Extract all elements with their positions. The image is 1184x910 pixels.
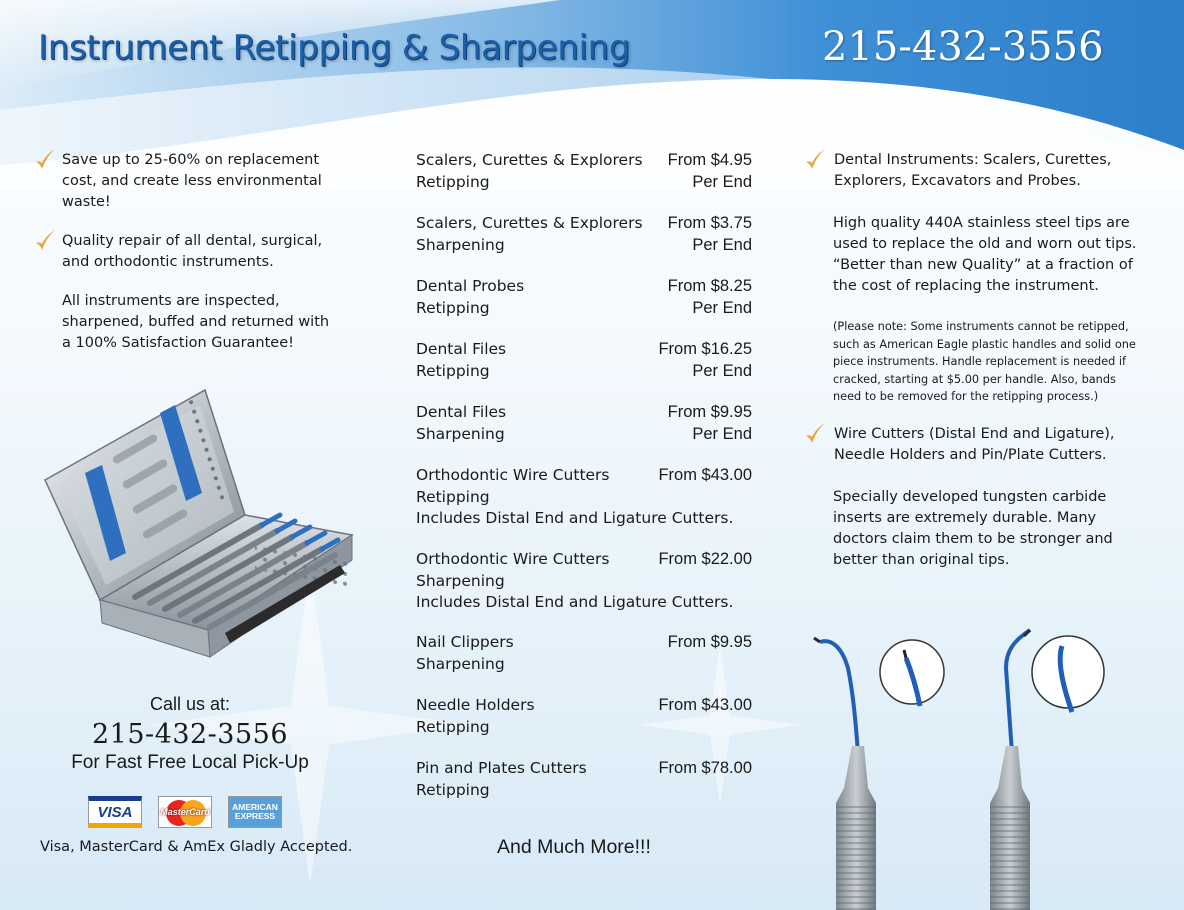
call-us-block bbox=[40, 694, 340, 774]
checkmark-icon bbox=[34, 148, 56, 172]
tips-description: High quality 440A stainless steel tips are used to replace the old and worn out tips. “Better than new Quality” at a fraction of the cost of replacing the instrument. bbox=[833, 215, 1137, 294]
left-column bbox=[34, 150, 334, 354]
pickup-text: For Fast Free Local Pick-Up bbox=[71, 752, 309, 773]
service-price: From $22.00 bbox=[658, 550, 752, 568]
service-type: Retipping bbox=[416, 780, 490, 799]
price-unit: Per End bbox=[692, 298, 752, 317]
category-text: Dental Instruments: Scalers, Curettes, Explorers, Excavators and Probes. bbox=[834, 152, 1112, 189]
service-name: Orthodontic Wire Cutters bbox=[416, 466, 610, 484]
checkmark-icon bbox=[34, 229, 56, 253]
price-item bbox=[416, 632, 752, 675]
service-price: From $9.95 bbox=[667, 633, 752, 651]
service-name: Scalers, Curettes & Explorers bbox=[416, 214, 643, 232]
service-type: Sharpening bbox=[416, 654, 505, 673]
payment-note: Visa, MasterCard & AmEx Gladly Accepted. bbox=[40, 839, 353, 855]
price-item bbox=[416, 549, 752, 614]
service-detail: Includes Distal End and Ligature Cutters. bbox=[416, 593, 734, 611]
price-unit: Per End bbox=[692, 361, 752, 380]
service-type: Retipping bbox=[416, 361, 490, 380]
service-price: From $4.95 bbox=[667, 151, 752, 169]
service-name: Pin and Plates Cutters bbox=[416, 759, 587, 777]
service-detail: Includes Distal End and Ligature Cutters. bbox=[416, 509, 734, 527]
amex-logo bbox=[228, 796, 282, 828]
dental-instruments-image bbox=[810, 628, 1150, 910]
call-us-label: Call us at: bbox=[149, 694, 231, 714]
service-price: From $9.95 bbox=[667, 403, 752, 421]
price-item bbox=[416, 465, 752, 530]
service-name: Needle Holders bbox=[416, 696, 535, 714]
checkmark-icon bbox=[804, 422, 826, 446]
header-phone[interactable]: 215-432-3556 bbox=[822, 24, 1104, 70]
checkmark-icon bbox=[804, 148, 826, 172]
service-name: Scalers, Curettes & Explorers bbox=[416, 151, 643, 169]
price-item bbox=[416, 695, 752, 738]
service-price: From $3.75 bbox=[667, 214, 752, 232]
price-item bbox=[416, 150, 752, 193]
call-us-phone[interactable]: 215-432-3556 bbox=[91, 719, 289, 750]
service-category bbox=[806, 424, 1146, 466]
price-unit: Per End bbox=[692, 424, 752, 443]
service-name: Orthodontic Wire Cutters bbox=[416, 550, 610, 568]
price-item bbox=[416, 339, 752, 382]
price-unit: Per End bbox=[692, 172, 752, 191]
visa-logo: VISA bbox=[88, 796, 142, 828]
payment-cards bbox=[88, 796, 282, 828]
service-type: Sharpening bbox=[416, 571, 505, 590]
price-item bbox=[416, 276, 752, 319]
price-item bbox=[416, 402, 752, 445]
mastercard-logo bbox=[158, 796, 212, 828]
service-name: Dental Probes bbox=[416, 277, 525, 295]
service-name: Dental Files bbox=[416, 340, 507, 358]
service-name: Dental Files bbox=[416, 403, 507, 421]
benefit-item bbox=[34, 150, 334, 213]
guarantee-text: All instruments are inspected, sharpened, buffed and returned with a 100% Satisfaction Guarantee! bbox=[62, 293, 330, 351]
category-text: Wire Cutters (Distal End and Ligature), Needle Holders and Pin/Plate Cutters. bbox=[834, 425, 1115, 463]
service-price: From $43.00 bbox=[658, 696, 752, 714]
retipping-note: (Please note: Some instruments cannot be retipped, such as American Eagle plastic handles and solid one piece instruments. Handle replacement is needed if cracked, starting at $5.00 per handle. Also, bands need to be removed for the retipping process.) bbox=[833, 320, 1136, 403]
instrument-tray-image bbox=[40, 385, 360, 675]
much-more-text: And Much More!!! bbox=[497, 836, 651, 858]
amex-line1: AMERICAN bbox=[232, 802, 278, 812]
amex-line2: EXPRESS bbox=[234, 811, 276, 821]
service-price: From $78.00 bbox=[658, 759, 752, 777]
benefit-text: Save up to 25-60% on replacement cost, and create less environmental waste! bbox=[62, 152, 322, 210]
service-type: Sharpening bbox=[416, 424, 505, 443]
service-type: Retipping bbox=[416, 487, 490, 506]
carbide-description: Specially developed tungsten carbide inserts are extremely durable. Many doctors claim them to be stronger and better than original tips. bbox=[833, 488, 1113, 568]
price-item bbox=[416, 758, 752, 801]
service-name: Nail Clippers bbox=[416, 633, 514, 651]
service-type: Retipping bbox=[416, 717, 490, 736]
benefit-item bbox=[34, 231, 334, 273]
price-unit: Per End bbox=[692, 235, 752, 254]
service-price: From $8.25 bbox=[667, 277, 752, 295]
price-item bbox=[416, 213, 752, 256]
service-type: Sharpening bbox=[416, 235, 505, 254]
service-type: Retipping bbox=[416, 172, 490, 191]
service-price: From $16.25 bbox=[658, 340, 752, 358]
right-column bbox=[806, 150, 1146, 571]
service-type: Retipping bbox=[416, 298, 490, 317]
service-category bbox=[806, 150, 1146, 192]
service-price: From $43.00 bbox=[658, 466, 752, 484]
mastercard-label: MasterCard bbox=[160, 807, 210, 817]
page-title: Instrument Retipping & Sharpening bbox=[38, 28, 631, 68]
benefit-text: Quality repair of all dental, surgical, and orthodontic instruments. bbox=[62, 233, 323, 270]
